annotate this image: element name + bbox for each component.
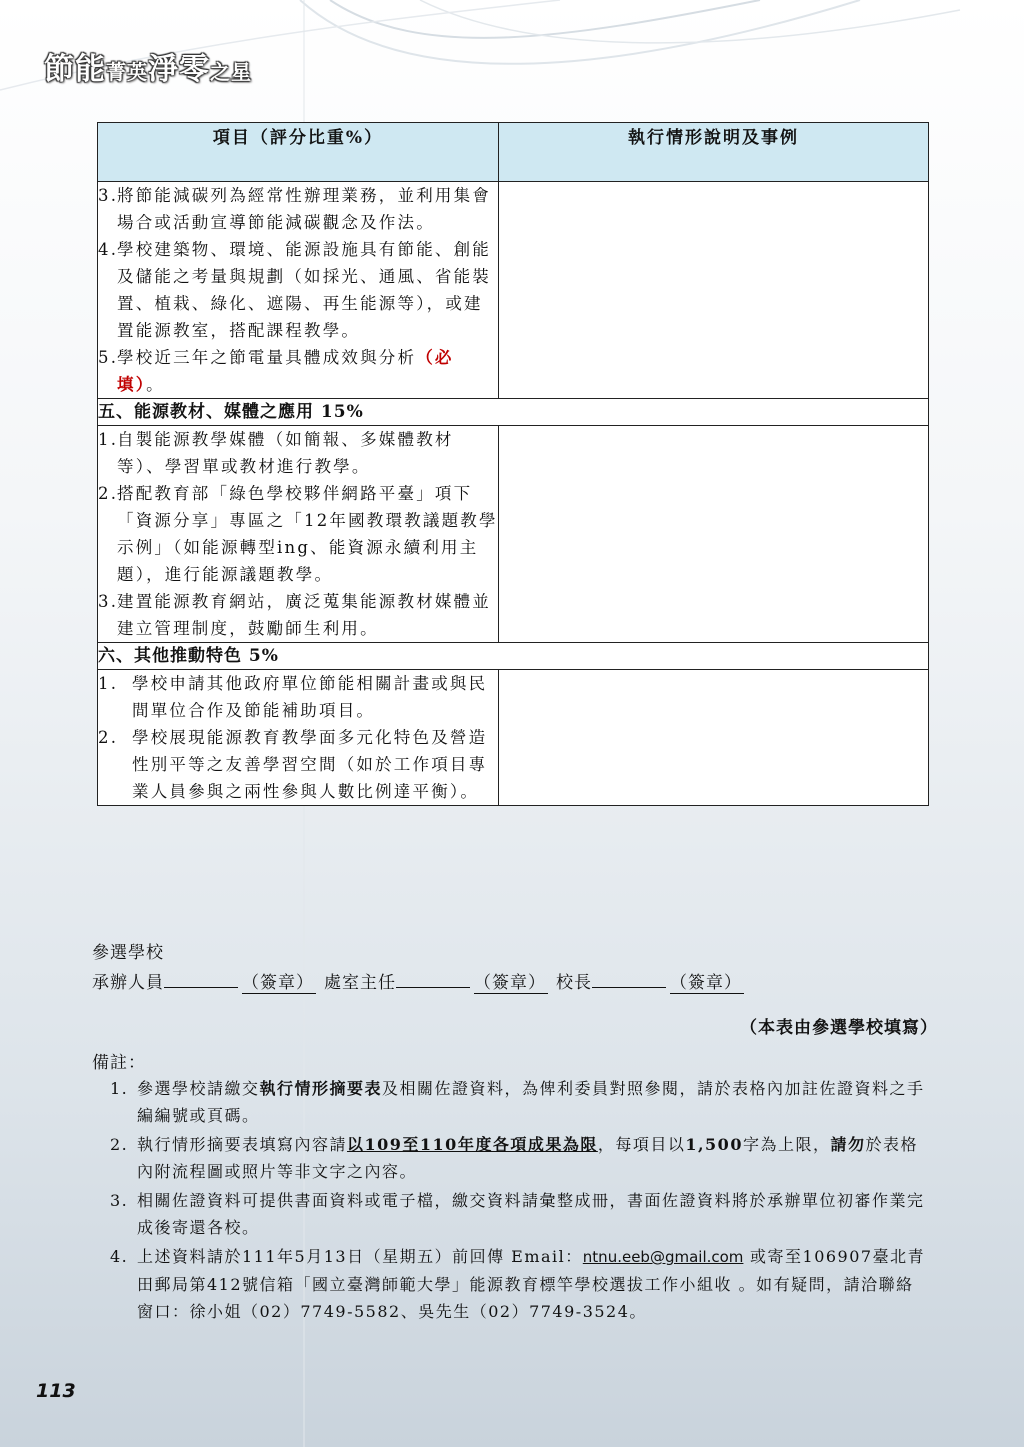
remark-number: 4. [110, 1247, 129, 1266]
handler-label: 承辦人員 [92, 973, 164, 993]
remarks-list [110, 1075, 930, 1327]
item-list [98, 670, 498, 805]
seal-mark: （簽章） [670, 968, 744, 994]
list-item [98, 344, 498, 398]
list-item [110, 1075, 930, 1129]
principal-signature-field[interactable] [592, 969, 666, 988]
remark-emphasis: 以109至110年度各項成果為限 [347, 1135, 598, 1154]
item-text: 學校建築物、環境、能源設施具有節能、創能及儲能之考量與規劃（如採光、通風、省能裝置、植栽、綠化、遮陽、再生能源等），或建置能源教室，搭配課程教學。 [117, 240, 491, 340]
item-number: 1. [98, 430, 119, 449]
item-list [98, 426, 498, 642]
remark-segment: 於表格內附流程圖或照片等非文字之內容。 [137, 1135, 918, 1181]
item-number: 1. [98, 674, 119, 693]
remark-text: 相關佐證資料可提供書面資料或電子檔，繳交資料請彙整成冊，書面佐證資料將於承辦單位初審作業完成後寄還各校。 [137, 1191, 925, 1237]
column-header-description: 執行情形說明及事例 [499, 123, 929, 182]
evaluation-table [97, 122, 929, 806]
required-mark: （必填） [117, 348, 454, 394]
description-cell[interactable] [499, 670, 929, 806]
list-item [98, 182, 498, 236]
director-signature-field[interactable] [396, 969, 470, 988]
remark-text [137, 1131, 930, 1185]
section-row [98, 643, 929, 670]
item-cell [98, 182, 499, 399]
table-header-row [98, 123, 929, 182]
item-number: 3. [98, 592, 119, 611]
list-item [98, 670, 498, 724]
logo-text-3: 淨零 [148, 52, 210, 87]
remark-segment: ，每項目以 [597, 1135, 686, 1154]
remarks-title: 備註： [92, 1053, 146, 1073]
item-cell [98, 670, 499, 806]
list-item [110, 1243, 930, 1325]
list-item [98, 724, 498, 805]
remark-segment: 參選學校請繳交 [137, 1079, 260, 1098]
remark-number: 3. [110, 1191, 129, 1210]
list-item [98, 480, 498, 588]
item-text: 將節能減碳列為經常性辦理業務，並利用集會場合或活動宣導節能減碳觀念及作法。 [117, 186, 491, 232]
director-label: 處室主任 [324, 973, 396, 993]
section-title-5: 五、能源教材、媒體之應用 15% [98, 399, 929, 426]
list-item [98, 236, 498, 344]
email-link[interactable]: ntnu.eeb@gmail.com [582, 1248, 744, 1266]
table-row [98, 426, 929, 643]
remark-segment: 字為上限， [742, 1135, 831, 1154]
item-text: 學校申請其他政府單位節能相關計畫或與民間單位合作及節能補助項目。 [132, 674, 488, 720]
table-row [98, 670, 929, 806]
section-row [98, 399, 929, 426]
logo-text-4: 之星 [210, 60, 252, 84]
list-item [98, 588, 498, 642]
item-number: 2. [98, 728, 119, 747]
item-number: 3. [98, 186, 119, 205]
section-title-6: 六、其他推動特色 5% [98, 643, 929, 670]
item-number: 5. [98, 348, 119, 367]
description-cell[interactable] [499, 426, 929, 643]
item-text-tail: 。 [146, 375, 165, 394]
item-text: 建置能源教育網站，廣泛蒐集能源教材媒體並建立管理制度，鼓勵師生利用。 [117, 592, 491, 638]
remark-number: 2. [110, 1135, 129, 1154]
program-logo [44, 44, 252, 88]
item-text: 搭配教育部「綠色學校夥伴網路平臺」項下「資源分享」專區之「12年國教環教議題教學示例」（如能源轉型ing、能資源永續利用主題），進行能源議題教學。 [117, 484, 498, 584]
remark-emphasis: 請勿 [830, 1135, 866, 1154]
item-text-main: 學校近三年之節電量具體成效與分析 [117, 348, 417, 367]
item-number: 2. [98, 484, 119, 503]
principal-label: 校長 [556, 973, 592, 993]
item-cell [98, 426, 499, 643]
seal-mark: （簽章） [474, 968, 548, 994]
remark-emphasis: 執行情形摘要表 [259, 1079, 383, 1098]
logo-text-1: 節能 [44, 52, 106, 87]
remark-text [137, 1075, 930, 1129]
item-text: 自製能源教學媒體（如簡報、多媒體教材等）、學習單或教材進行教學。 [117, 430, 454, 476]
list-item [98, 426, 498, 480]
school-label: 參選學校 [92, 943, 164, 963]
page-number: 113 [36, 1380, 76, 1402]
remark-text [137, 1243, 930, 1325]
description-cell[interactable] [499, 182, 929, 399]
filled-by-note: （本表由參選學校填寫） [740, 1018, 938, 1038]
remark-emphasis: 1,500 [685, 1135, 743, 1154]
remark-segment: 及相關佐證資料，為俾利委員對照參閱，請於表格內加註佐證資料之手編編號或頁碼。 [137, 1079, 925, 1125]
logo-text-2: 菁英 [106, 60, 148, 84]
remark-number: 1. [110, 1079, 129, 1098]
item-text: 學校展現能源教育教學面多元化特色及營造性別平等之友善學習空間（如於工作項目專業人員參與之兩性參與人數比例達平衡）。 [132, 728, 488, 801]
list-item [110, 1131, 930, 1185]
remark-segment: 或寄至106907臺北青田郵局第412號信箱「國立臺灣師範大學」能源教育標竿學校選拔工作小組收 。如有疑問，請洽聯絡窗口：徐小姐（02）7749-5582、吳先生（02）7749-3524。 [137, 1247, 926, 1321]
table-row [98, 182, 929, 399]
handler-signature-field[interactable] [164, 969, 238, 988]
item-text [117, 344, 498, 398]
seal-mark: （簽章） [242, 968, 316, 994]
item-number: 4. [98, 240, 119, 259]
remark-segment: 執行情形摘要表填寫內容請 [137, 1135, 348, 1154]
signature-line [92, 968, 744, 994]
remark-segment: 上述資料請於111年5月13日（星期五）前回傳 Email： [137, 1247, 583, 1266]
item-list [98, 182, 498, 398]
list-item [110, 1187, 930, 1241]
column-header-item: 項目（評分比重%） [98, 123, 499, 182]
